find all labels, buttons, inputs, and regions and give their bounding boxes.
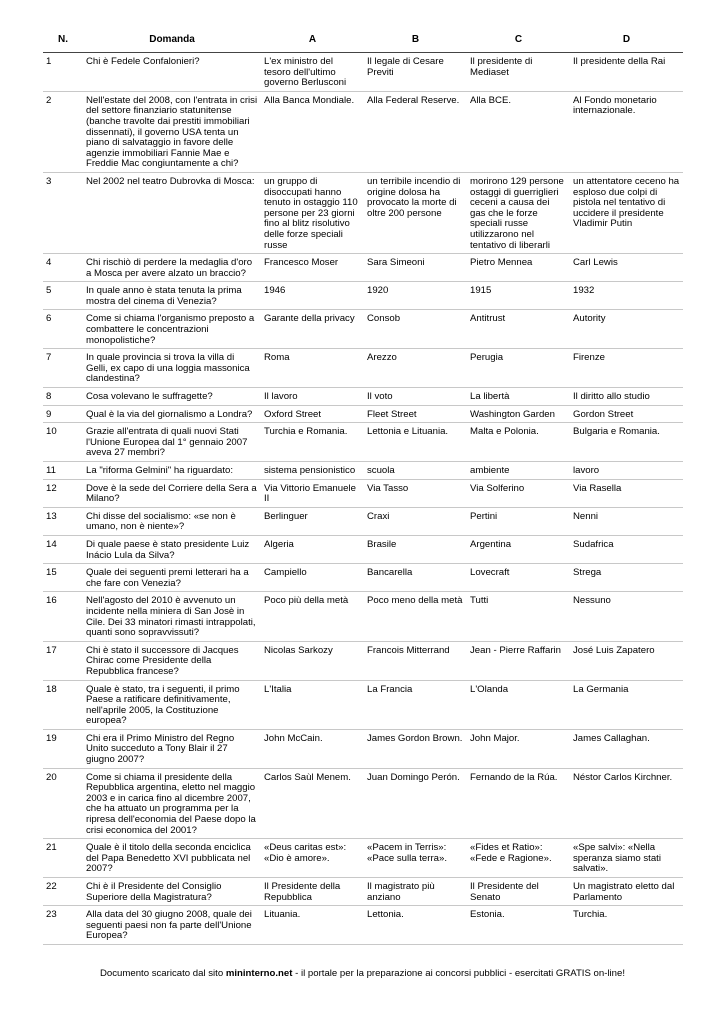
header-question: Domanda [83, 28, 261, 53]
option-a: Oxford Street [261, 405, 364, 423]
table-row [43, 768, 683, 839]
table-row [43, 349, 683, 388]
question-text: Chi rischiò di perdere la medaglia d'oro a Mosca per avere alzato un braccio? [83, 254, 261, 282]
option-c: Malta e Polonia. [467, 423, 570, 462]
question-text: Quale è il titolo della seconda enciclica del Papa Benedetto XVI pubblicata nel 2007? [83, 839, 261, 878]
option-b: Il voto [364, 388, 467, 406]
row-number: 19 [43, 729, 83, 768]
option-b: «Pacem in Terris»: «Pace sulla terra». [364, 839, 467, 878]
row-number: 6 [43, 310, 83, 349]
option-a: sistema pensionistico [261, 462, 364, 480]
table-row [43, 172, 683, 253]
option-b: Lettonia. [364, 906, 467, 945]
footer-prefix: Documento scaricato dal sito [99, 968, 226, 979]
table-row [43, 878, 683, 906]
row-number: 7 [43, 349, 83, 388]
option-d: Bulgaria e Romania. [570, 423, 683, 462]
row-number: 8 [43, 388, 83, 406]
table-row [43, 592, 683, 641]
option-b: Bancarella [364, 564, 467, 592]
option-c: Argentina [467, 535, 570, 563]
option-d: Autority [570, 310, 683, 349]
option-d: Gordon Street [570, 405, 683, 423]
row-number: 23 [43, 906, 83, 945]
row-number: 15 [43, 564, 83, 592]
option-c: L'Olanda [467, 680, 570, 729]
table-row [43, 91, 683, 172]
row-number: 2 [43, 91, 83, 172]
option-d: La Germania [570, 680, 683, 729]
option-d: Nessuno [570, 592, 683, 641]
row-number: 5 [43, 282, 83, 310]
table-row [43, 906, 683, 945]
row-number: 16 [43, 592, 83, 641]
option-d: 1932 [570, 282, 683, 310]
table-row [43, 405, 683, 423]
option-c: Fernando de la Rúa. [467, 768, 570, 839]
option-d: un attentatore ceceno ha esploso due colpi di pistola nel tentativo di uccidere il presidente Vladimir Putin [570, 172, 683, 253]
row-number: 14 [43, 535, 83, 563]
option-d: Il diritto allo studio [570, 388, 683, 406]
option-d: «Spe salvi»: «Nella speranza siamo stati salvati». [570, 839, 683, 878]
option-d: Néstor Carlos Kirchner. [570, 768, 683, 839]
question-text: In quale anno è stata tenuta la prima mostra del cinema di Venezia? [83, 282, 261, 310]
option-c: Pertini [467, 507, 570, 535]
option-d: Il presidente della Rai [570, 53, 683, 92]
row-number: 1 [43, 53, 83, 92]
option-c: Lovecraft [467, 564, 570, 592]
option-b: Fleet Street [364, 405, 467, 423]
document-page [43, 28, 683, 945]
option-b: La Francia [364, 680, 467, 729]
row-number: 3 [43, 172, 83, 253]
option-c: Estonia. [467, 906, 570, 945]
question-text: Chi è Fedele Confalonieri? [83, 53, 261, 92]
option-a: Algeria [261, 535, 364, 563]
quiz-table [43, 28, 683, 945]
option-a: Berlinguer [261, 507, 364, 535]
option-c: Tutti [467, 592, 570, 641]
quiz-table-body [43, 53, 683, 945]
option-d: Nenni [570, 507, 683, 535]
table-row [43, 535, 683, 563]
header-option-d: D [570, 28, 683, 53]
option-d: Carl Lewis [570, 254, 683, 282]
table-header-row [43, 28, 683, 53]
option-a: Campiello [261, 564, 364, 592]
row-number: 13 [43, 507, 83, 535]
option-a: Alla Banca Mondiale. [261, 91, 364, 172]
option-c: Perugia [467, 349, 570, 388]
row-number: 21 [43, 839, 83, 878]
option-c: Washington Garden [467, 405, 570, 423]
question-text: Quale dei seguenti premi letterari ha a che fare con Venezia? [83, 564, 261, 592]
option-b: Craxi [364, 507, 467, 535]
question-text: Nel 2002 nel teatro Dubrovka di Mosca: [83, 172, 261, 253]
table-row [43, 254, 683, 282]
footer-site-name: mininterno.net [225, 968, 293, 979]
table-row [43, 507, 683, 535]
page-footer [0, 968, 725, 979]
option-a: Carlos Saùl Menem. [261, 768, 364, 839]
option-b: Lettonia e Lituania. [364, 423, 467, 462]
option-d: Via Rasella [570, 479, 683, 507]
option-b: Arezzo [364, 349, 467, 388]
option-b: Francois Mitterrand [364, 641, 467, 680]
table-row [43, 839, 683, 878]
table-row [43, 423, 683, 462]
row-number: 17 [43, 641, 83, 680]
option-c: John Major. [467, 729, 570, 768]
option-b: un terribile incendio di origine dolosa ha provocato la morte di oltre 200 persone [364, 172, 467, 253]
question-text: Chi è stato il successore di Jacques Chirac come Presidente della Repubblica francese? [83, 641, 261, 680]
option-b: Brasile [364, 535, 467, 563]
option-b: Il magistrato più anziano [364, 878, 467, 906]
table-row [43, 729, 683, 768]
option-d: James Callaghan. [570, 729, 683, 768]
option-b: Sara Simeoni [364, 254, 467, 282]
option-c: 1915 [467, 282, 570, 310]
table-row [43, 310, 683, 349]
question-text: Nell'agosto del 2010 è avvenuto un incidente nella miniera di San Josè in Cile. Dei 33 minatori rimasti intrappolati, quanti sono sopravvissuti? [83, 592, 261, 641]
option-d: José Luis Zapatero [570, 641, 683, 680]
header-number: N. [43, 28, 83, 53]
question-text: Chi era il Primo Ministro del Regno Unito succeduto a Tony Blair il 27 giugno 2007? [83, 729, 261, 768]
table-row [43, 641, 683, 680]
option-c: Antitrust [467, 310, 570, 349]
option-c: morirono 129 persone ostaggi di guerriglieri ceceni a causa dei gas che le forze speciali russe utilizzarono nel tentativo di liberarli [467, 172, 570, 253]
table-row [43, 479, 683, 507]
option-d: Al Fondo monetario internazionale. [570, 91, 683, 172]
option-a: Turchia e Romania. [261, 423, 364, 462]
option-a: «Deus caritas est»: «Dio è amore». [261, 839, 364, 878]
option-b: scuola [364, 462, 467, 480]
option-b: James Gordon Brown. [364, 729, 467, 768]
question-text: Di quale paese è stato presidente Luiz Inácio Lula da Silva? [83, 535, 261, 563]
option-c: «Fides et Ratio»: «Fede e Ragione». [467, 839, 570, 878]
row-number: 10 [43, 423, 83, 462]
option-b: Il legale di Cesare Previti [364, 53, 467, 92]
option-d: Firenze [570, 349, 683, 388]
option-a: Nicolas Sarkozy [261, 641, 364, 680]
row-number: 12 [43, 479, 83, 507]
question-text: Cosa volevano le suffragette? [83, 388, 261, 406]
table-row [43, 53, 683, 92]
question-text: Come si chiama il presidente della Repubblica argentina, eletto nel maggio 2003 e in carica fino al dicembre 2007, che ha attuato un programma per la ripresa dell'economia del Paese dopo la crisi economica del 2001? [83, 768, 261, 839]
option-a: L'ex ministro del tesoro dell'ultimo governo Berlusconi [261, 53, 364, 92]
option-a: Garante della privacy [261, 310, 364, 349]
table-row [43, 282, 683, 310]
option-a: Lituania. [261, 906, 364, 945]
option-b: Consob [364, 310, 467, 349]
row-number: 22 [43, 878, 83, 906]
question-text: Qual è la via del giornalismo a Londra? [83, 405, 261, 423]
question-text: Dove è la sede del Corriere della Sera a Milano? [83, 479, 261, 507]
question-text: Chi è il Presidente del Consiglio Superiore della Magistratura? [83, 878, 261, 906]
row-number: 4 [43, 254, 83, 282]
header-option-a: A [261, 28, 364, 53]
option-d: Sudafrica [570, 535, 683, 563]
option-c: Il presidente di Mediaset [467, 53, 570, 92]
option-a: Via Vittorio Emanuele II [261, 479, 364, 507]
option-a: Il lavoro [261, 388, 364, 406]
header-option-c: C [467, 28, 570, 53]
option-d: Strega [570, 564, 683, 592]
option-a: L'Italia [261, 680, 364, 729]
option-c: ambiente [467, 462, 570, 480]
question-text: Chi disse del socialismo: «se non è umano, non è niente»? [83, 507, 261, 535]
option-a: Il Presidente della Repubblica [261, 878, 364, 906]
table-row [43, 462, 683, 480]
question-text: La "riforma Gelmini" ha riguardato: [83, 462, 261, 480]
option-a: Roma [261, 349, 364, 388]
option-c: Jean - Pierre Raffarin [467, 641, 570, 680]
option-a: Francesco Moser [261, 254, 364, 282]
footer-suffix: - il portale per la preparazione ai concorsi pubblici - esercitati GRATIS on-line! [292, 968, 626, 979]
option-b: 1920 [364, 282, 467, 310]
question-text: Come si chiama l'organismo preposto a combattere le concentrazioni monopolistiche? [83, 310, 261, 349]
option-a: Poco più della metà [261, 592, 364, 641]
question-text: Quale è stato, tra i seguenti, il primo Paese a ratificare definitivamente, nell'aprile 2005, la Costituzione europea? [83, 680, 261, 729]
row-number: 11 [43, 462, 83, 480]
option-b: Juan Domingo Perón. [364, 768, 467, 839]
option-a: un gruppo di disoccupati hanno tenuto in ostaggio 110 persone per 23 giorni fino al blitz risolutivo delle forze speciali russe [261, 172, 364, 253]
option-c: La libertà [467, 388, 570, 406]
row-number: 20 [43, 768, 83, 839]
question-text: In quale provincia si trova la villa di Gelli, ex capo di una loggia massonica clandestina? [83, 349, 261, 388]
option-b: Alla Federal Reserve. [364, 91, 467, 172]
option-d: Un magistrato eletto dal Parlamento [570, 878, 683, 906]
option-a: John McCain. [261, 729, 364, 768]
option-d: lavoro [570, 462, 683, 480]
question-text: Alla data del 30 giugno 2008, quale dei seguenti paesi non fa parte dell'Unione Europea? [83, 906, 261, 945]
option-a: 1946 [261, 282, 364, 310]
header-option-b: B [364, 28, 467, 53]
row-number: 9 [43, 405, 83, 423]
option-c: Alla BCE. [467, 91, 570, 172]
table-row [43, 388, 683, 406]
question-text: Nell'estate del 2008, con l'entrata in crisi del settore finanziario statunitense (banche travolte dai prestiti immobiliari dissennati), il governo USA tenta un piano di salvataggio in favore delle agenzie immobiliari Fannie Mae e Freddie Mac congiuntamente a chi? [83, 91, 261, 172]
option-c: Il Presidente del Senato [467, 878, 570, 906]
option-c: Via Solferino [467, 479, 570, 507]
option-b: Poco meno della metà [364, 592, 467, 641]
table-row [43, 680, 683, 729]
option-c: Pietro Mennea [467, 254, 570, 282]
row-number: 18 [43, 680, 83, 729]
option-b: Via Tasso [364, 479, 467, 507]
option-d: Turchia. [570, 906, 683, 945]
table-row [43, 564, 683, 592]
question-text: Grazie all'entrata di quali nuovi Stati l'Unione Europea dal 1° gennaio 2007 aveva 27 membri? [83, 423, 261, 462]
